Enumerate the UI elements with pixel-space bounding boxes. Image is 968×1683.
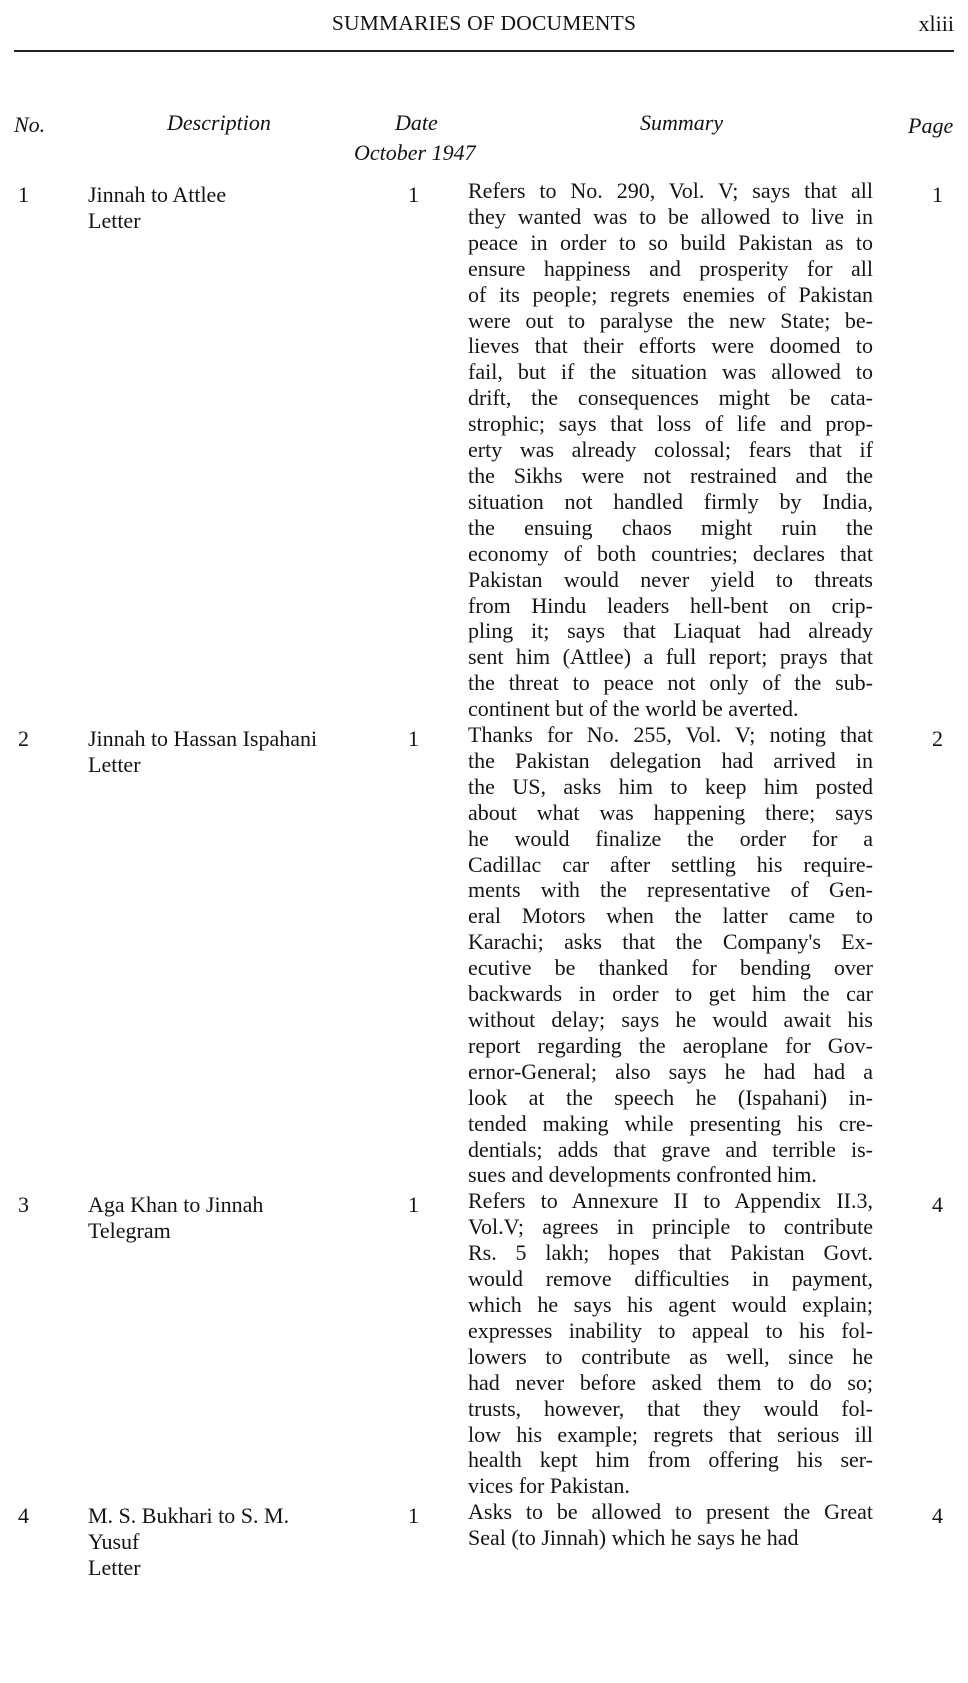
entry-summary xyxy=(468,1499,873,1551)
entry-summary-line: expresses inability to appeal to his fol- xyxy=(468,1317,873,1343)
entry-summary-line: continent but of the world be averted. xyxy=(468,696,799,722)
entry-summary-line: dentials; adds that grave and terrible is- xyxy=(468,1136,873,1162)
entry-summary-line: Pakistan would never yield to threats xyxy=(468,566,873,592)
document-entry xyxy=(0,1499,968,1581)
entry-date: 1 xyxy=(408,1503,419,1529)
entry-description xyxy=(88,1192,368,1244)
entry-summary-line: had never before asked them to do so; xyxy=(468,1369,873,1395)
entry-date: 1 xyxy=(408,182,419,207)
entry-summary-line: peace in order to so build Pakistan as to xyxy=(468,229,873,255)
entry-description-line: Letter xyxy=(88,1555,141,1581)
page-folio: xliii xyxy=(918,11,954,36)
entry-summary-line: ments with the representative of Gen- xyxy=(468,877,873,903)
document-entry xyxy=(0,178,968,722)
entry-summary-line: health kept him from offering his ser- xyxy=(468,1447,873,1473)
entry-summary-line: would remove difficulties in payment, xyxy=(468,1266,873,1292)
entry-page: 2 xyxy=(932,726,943,752)
entry-number: 2 xyxy=(18,726,29,752)
entry-summary-line: of its people; regrets enemies of Pakistan xyxy=(468,281,873,307)
entry-summary-line: sent him (Attlee) a full report; prays that xyxy=(468,644,873,670)
column-heading-description: Description xyxy=(167,110,271,135)
entry-description-line: Jinnah to Attlee xyxy=(88,182,227,207)
entry-summary-line: trusts, however, that they would fol- xyxy=(468,1395,873,1421)
column-heading-page: Page xyxy=(908,113,954,138)
entry-summary-line: Refers to No. 290, Vol. V; says that all xyxy=(468,178,873,203)
entry-summary-line: situation not handled firmly by India, xyxy=(468,488,873,514)
entry-summary xyxy=(468,722,873,1188)
entry-summary-line: Refers to Annexure II to Appendix II.3, xyxy=(468,1188,873,1214)
entry-description-line: M. S. Bukhari to S. M. xyxy=(88,1503,290,1529)
entry-description-line: Aga Khan to Jinnah xyxy=(88,1192,264,1218)
entry-summary-line: Thanks for No. 255, Vol. V; noting that xyxy=(468,722,873,748)
entry-page: 4 xyxy=(932,1503,943,1529)
entry-summary xyxy=(468,178,873,722)
entry-description-line: Jinnah to Hassan Ispahani xyxy=(88,726,318,752)
entry-summary-line: Vol.V; agrees in principle to contribute xyxy=(468,1214,873,1240)
month-subheading: October 1947 xyxy=(354,140,476,165)
entry-summary-line: the Sikhs were not restrained and the xyxy=(468,462,873,488)
entry-summary-line: strophic; says that loss of life and prop- xyxy=(468,411,873,437)
entry-summary-line: he would finalize the order for a xyxy=(468,825,873,851)
entry-summary-line: economy of both countries; declares that xyxy=(468,540,873,566)
entry-summary-line: the Pakistan delegation had arrived in xyxy=(468,747,873,773)
entry-number: 1 xyxy=(18,182,29,207)
entry-number: 4 xyxy=(18,1503,29,1529)
entry-summary-line: eral Motors when the latter came to xyxy=(468,903,873,929)
entry-date: 1 xyxy=(408,726,419,752)
entry-summary-line: Cadillac car after settling his require- xyxy=(468,851,873,877)
document-entries xyxy=(0,178,968,1581)
entry-summary-line: Karachi; asks that the Company's Ex- xyxy=(468,929,873,955)
column-heading-no: No. xyxy=(14,112,46,137)
entry-summary xyxy=(468,1188,873,1499)
entry-description-line: Telegram xyxy=(88,1218,171,1244)
entry-summary-line: ensure happiness and prosperity for all xyxy=(468,255,873,281)
document-entry xyxy=(0,722,968,1188)
entry-summary-line: look at the speech he (Ispahani) in- xyxy=(468,1084,873,1110)
entry-summary-line: Asks to be allowed to present the Great xyxy=(468,1499,873,1525)
entry-summary-line: lieves that their efforts were doomed to xyxy=(468,333,873,359)
entry-summary-line: tended making while presenting his cre- xyxy=(468,1110,873,1136)
entry-summary-line: lowers to contribute as well, since he xyxy=(468,1343,873,1369)
entry-description-line: Letter xyxy=(88,752,141,778)
entry-summary-line: which he says his agent would explain; xyxy=(468,1291,873,1317)
entry-summary-line: pling it; says that Liaquat had already xyxy=(468,618,873,644)
entry-date: 1 xyxy=(408,1192,419,1218)
entry-summary-line: report regarding the aeroplane for Gov- xyxy=(468,1032,873,1058)
entry-summary-line: the ensuing chaos might ruin the xyxy=(468,514,873,540)
entry-summary-line: they wanted was to be allowed to live in xyxy=(468,203,873,229)
document-entry xyxy=(0,1188,968,1499)
entry-page: 4 xyxy=(932,1192,943,1218)
entry-summary-line: low his example; regrets that serious ill xyxy=(468,1421,873,1447)
entry-summary-line: were out to paralyse the new State; be- xyxy=(468,307,873,333)
entry-summary-line: drift, the consequences might be cata- xyxy=(468,385,873,411)
entry-number: 3 xyxy=(18,1192,29,1218)
entry-page: 1 xyxy=(932,182,943,207)
entry-summary-line: the US, asks him to keep him posted xyxy=(468,773,873,799)
entry-summary-line: without delay; says he would await his xyxy=(468,1007,873,1032)
entry-description xyxy=(88,726,368,778)
entry-summary-line: erty was already colossal; fears that if xyxy=(468,437,873,463)
entry-summary-line: vices for Pakistan. xyxy=(468,1473,630,1499)
entry-summary-line: about what was happening there; says xyxy=(468,799,873,825)
entry-summary-line: sues and developments confronted him. xyxy=(468,1162,817,1188)
entry-summary-line: ecutive be thanked for bending over xyxy=(468,955,873,981)
entry-summary-line: backwards in order to get him the car xyxy=(468,981,873,1007)
header-rule xyxy=(14,50,954,52)
column-heading-date: Date xyxy=(395,110,438,135)
entry-summary-line: fail, but if the situation was allowed to xyxy=(468,359,873,385)
entry-description-line: Yusuf xyxy=(88,1529,140,1555)
entry-summary-line: the threat to peace not only of the sub- xyxy=(468,670,873,696)
entry-description-line: Letter xyxy=(88,208,141,233)
entry-summary-line: ernor-General; also says he had had a xyxy=(468,1058,873,1084)
running-title: SUMMARIES OF DOCUMENTS xyxy=(331,11,637,35)
column-headings xyxy=(0,100,968,170)
column-heading-summary: Summary xyxy=(640,110,724,135)
page-header xyxy=(14,0,954,58)
entry-description xyxy=(88,182,368,234)
entry-summary-line: Seal (to Jinnah) which he says he had xyxy=(468,1525,799,1551)
entry-description xyxy=(88,1503,368,1581)
entry-summary-line: Rs. 5 lakh; hopes that Pakistan Govt. xyxy=(468,1240,873,1266)
entry-summary-line: from Hindu leaders hell-bent on crip- xyxy=(468,592,873,618)
